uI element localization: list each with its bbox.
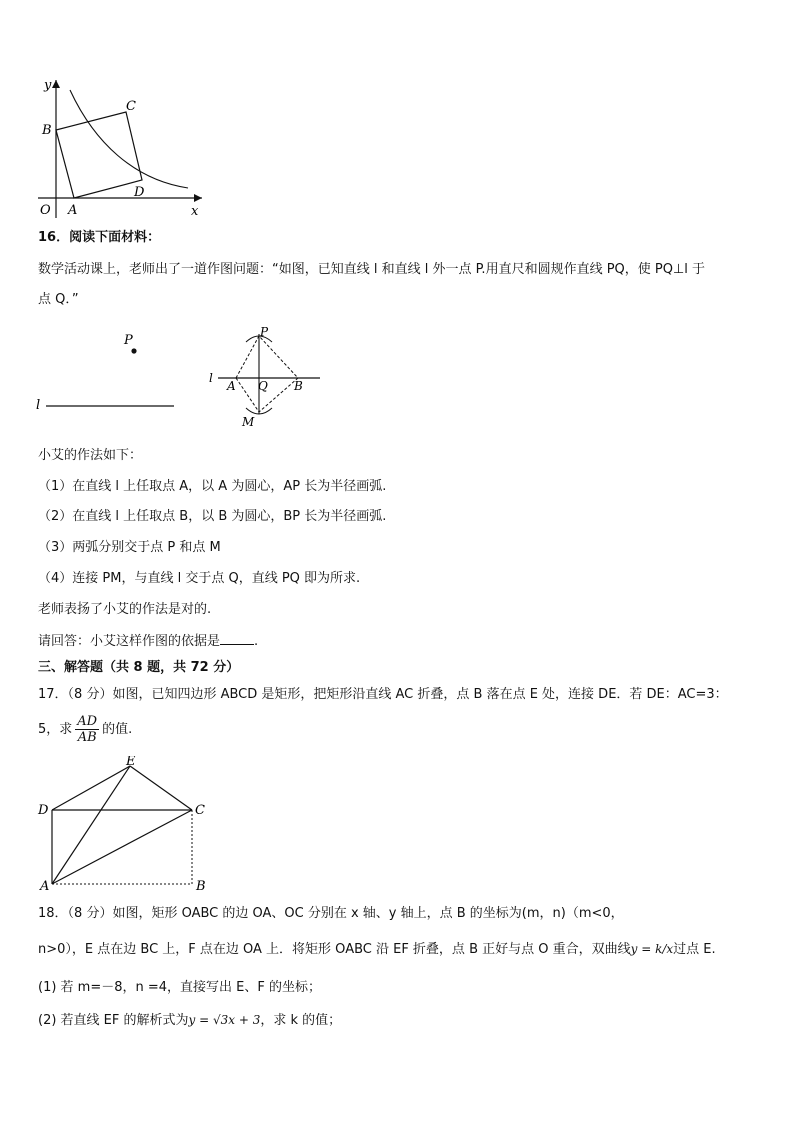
q17-line2-pre: 5，求 xyxy=(38,722,73,737)
fraction-ad-ab: $\frac{AD}{AB}$ xyxy=(77,714,98,745)
q18-sub2 xyxy=(38,1011,341,1030)
q17-line2-post: 的值. xyxy=(102,722,133,737)
label-D: D xyxy=(134,185,145,200)
label-M: M xyxy=(242,415,255,429)
q18-line2-pre: n>0），E 点在边 BC 上，F 点在边 OA 上．将矩形 OABC 沿 EF 折叠，点 B 正好与点 O 重合，双曲线 xyxy=(38,942,631,957)
q16-ask xyxy=(38,632,258,651)
section-3-title: 三、解答题（共 8 题，共 72 分） xyxy=(38,660,240,675)
label-D3: D xyxy=(38,803,49,818)
label-A3: A xyxy=(40,879,50,894)
q16-line1: 数学活动课上，老师出了一道作图问题：“如图，已知直线 l 和直线 l 外一点 P.用直尺和圆规作直线 PQ，使 PQ⊥l 于 xyxy=(38,262,706,277)
label-O: O xyxy=(40,203,51,218)
label-l2: l xyxy=(209,371,213,385)
label-x: x xyxy=(191,204,199,219)
figure-point-line xyxy=(34,328,184,418)
q18-sub1: (1) 若 m=－8，n =4，直接写出 E、F 的坐标； xyxy=(38,980,321,995)
q16-step4: （4）连接 PM，与直线 l 交于点 Q，直线 PQ 即为所求. xyxy=(38,571,361,586)
label-C3: C xyxy=(195,803,205,818)
q16-step3: （3）两弧分别交于点 P 和点 M xyxy=(38,540,221,555)
q16-line2: 点 Q．” xyxy=(38,292,79,307)
q18-sub2-post: ，求 k 的值； xyxy=(260,1013,342,1028)
label-y: y xyxy=(44,78,52,93)
label-B: B xyxy=(42,123,52,138)
label-l: l xyxy=(36,398,41,413)
q18-line1: 18．（8 分）如图，矩形 OABC 的边 OA、OC 分别在 x 轴、y 轴上，点 B 的坐标为(m，n)（m<0， xyxy=(38,906,624,921)
q16-step2: （2）在直线 l 上任取点 B，以 B 为圆心，BP 长为半径画弧. xyxy=(38,509,387,524)
q16-intro: 小艾的作法如下： xyxy=(38,448,143,463)
label-C: C xyxy=(126,99,136,114)
hyperbola-formula: y = k/x xyxy=(630,942,674,956)
q16-title: 16．阅读下面材料： xyxy=(38,230,161,245)
label-B2: B xyxy=(294,379,303,393)
label-P2: P xyxy=(260,325,269,339)
figure-construction xyxy=(206,322,324,432)
q16-step1: （1）在直线 l 上任取点 A，以 A 为圆心，AP 长为半径画弧. xyxy=(38,479,387,494)
q16-ask-text: 请回答：小艾这样作图的依据是 xyxy=(38,634,221,649)
figure-coordinate-square xyxy=(34,72,214,222)
label-A: A xyxy=(68,203,78,218)
label-E: E xyxy=(126,756,136,769)
q17-line1: 17．（8 分）如图，已知四边形 ABCD 是矩形，把矩形沿直线 AC 折叠，点 B 落在点 E 处，连接 DE．若 DE：AC=3： xyxy=(38,687,728,702)
answer-blank xyxy=(220,632,254,645)
q18-line2-post: 过点 E. xyxy=(673,942,716,957)
label-B3: B xyxy=(196,879,206,894)
q17-line2 xyxy=(38,713,132,747)
q16-praise: 老师表扬了小艾的作法是对的. xyxy=(38,602,212,617)
q18-sub2-pre: (2) 若直线 EF 的解析式为 xyxy=(38,1013,189,1028)
q16-ask-end: . xyxy=(254,634,259,649)
label-P: P xyxy=(124,333,133,348)
label-A2: A xyxy=(227,379,236,393)
label-Q: Q xyxy=(258,379,268,393)
line-ef-formula: y = √3x + 3 xyxy=(188,1013,261,1027)
figure-rectangle-fold xyxy=(34,756,214,894)
q18-line2 xyxy=(38,940,716,959)
